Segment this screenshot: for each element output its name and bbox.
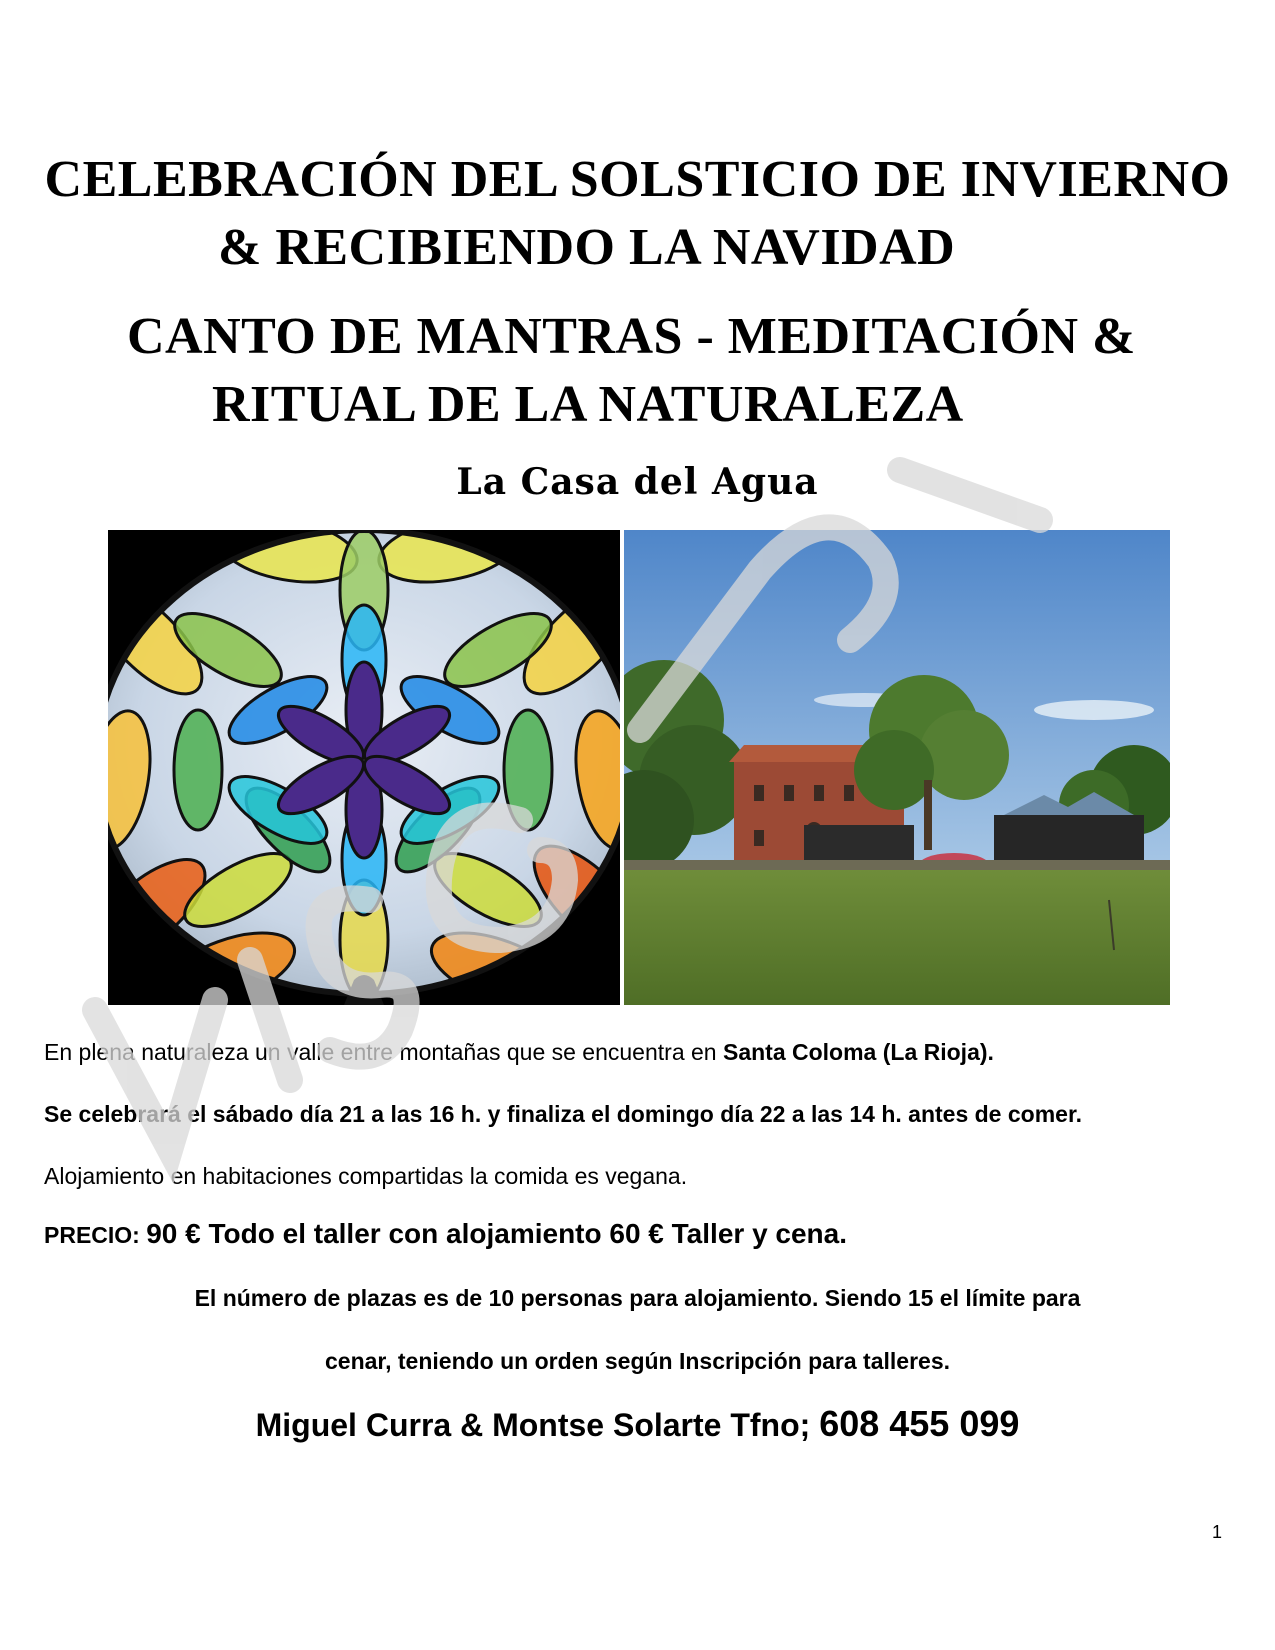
price-text [44,1219,847,1250]
contact-line [0,1403,1275,1446]
title-line-4: RITUAL DE LA NATURALEZA [212,376,964,433]
venue-subtitle: La Casa del Agua [456,461,819,503]
places-text-line-2: cenar, teniendo un orden según Inscripción para talleres. [325,1348,950,1374]
page-number: 1 [1212,1522,1223,1542]
accommodation-text: Alojamiento en habitaciones compartidas la comida es vegana. [44,1163,688,1189]
title-line-1: CELEBRACIÓN DEL SOLSTICIO DE INVIERNO [44,151,1231,208]
photo-row [108,530,1170,1005]
location-text [44,1037,994,1067]
location-intro: En plena naturaleza un valle entre montañas que se encuentra en [44,1039,723,1065]
price-label: PRECIO: [44,1222,147,1248]
price-details: 90 € Todo el taller con alojamiento 60 € Taller y cena. [146,1218,848,1249]
title-line-3: CANTO DE MANTRAS - MEDITACIÓN & [127,308,1136,365]
country-house-meadow-image [624,530,1170,1005]
schedule-text: Se celebrará el sábado día 21 a las 16 h. y finaliza el domingo día 22 a las 14 h. antes de comer. [44,1101,1083,1127]
title-line-2: & RECIBIENDO LA NAVIDAD [218,219,956,276]
places-text-line-1: El número de plazas es de 10 personas para alojamiento. Siendo 15 el límite para [194,1285,1081,1311]
location-place: Santa Coloma (La Rioja). [722,1039,994,1065]
contact-names: Miguel Curra & Montse Solarte Tfno; [255,1407,820,1443]
flower-of-life-stained-glass-image [108,530,620,1005]
contact-phone: 608 455 099 [819,1403,1020,1444]
